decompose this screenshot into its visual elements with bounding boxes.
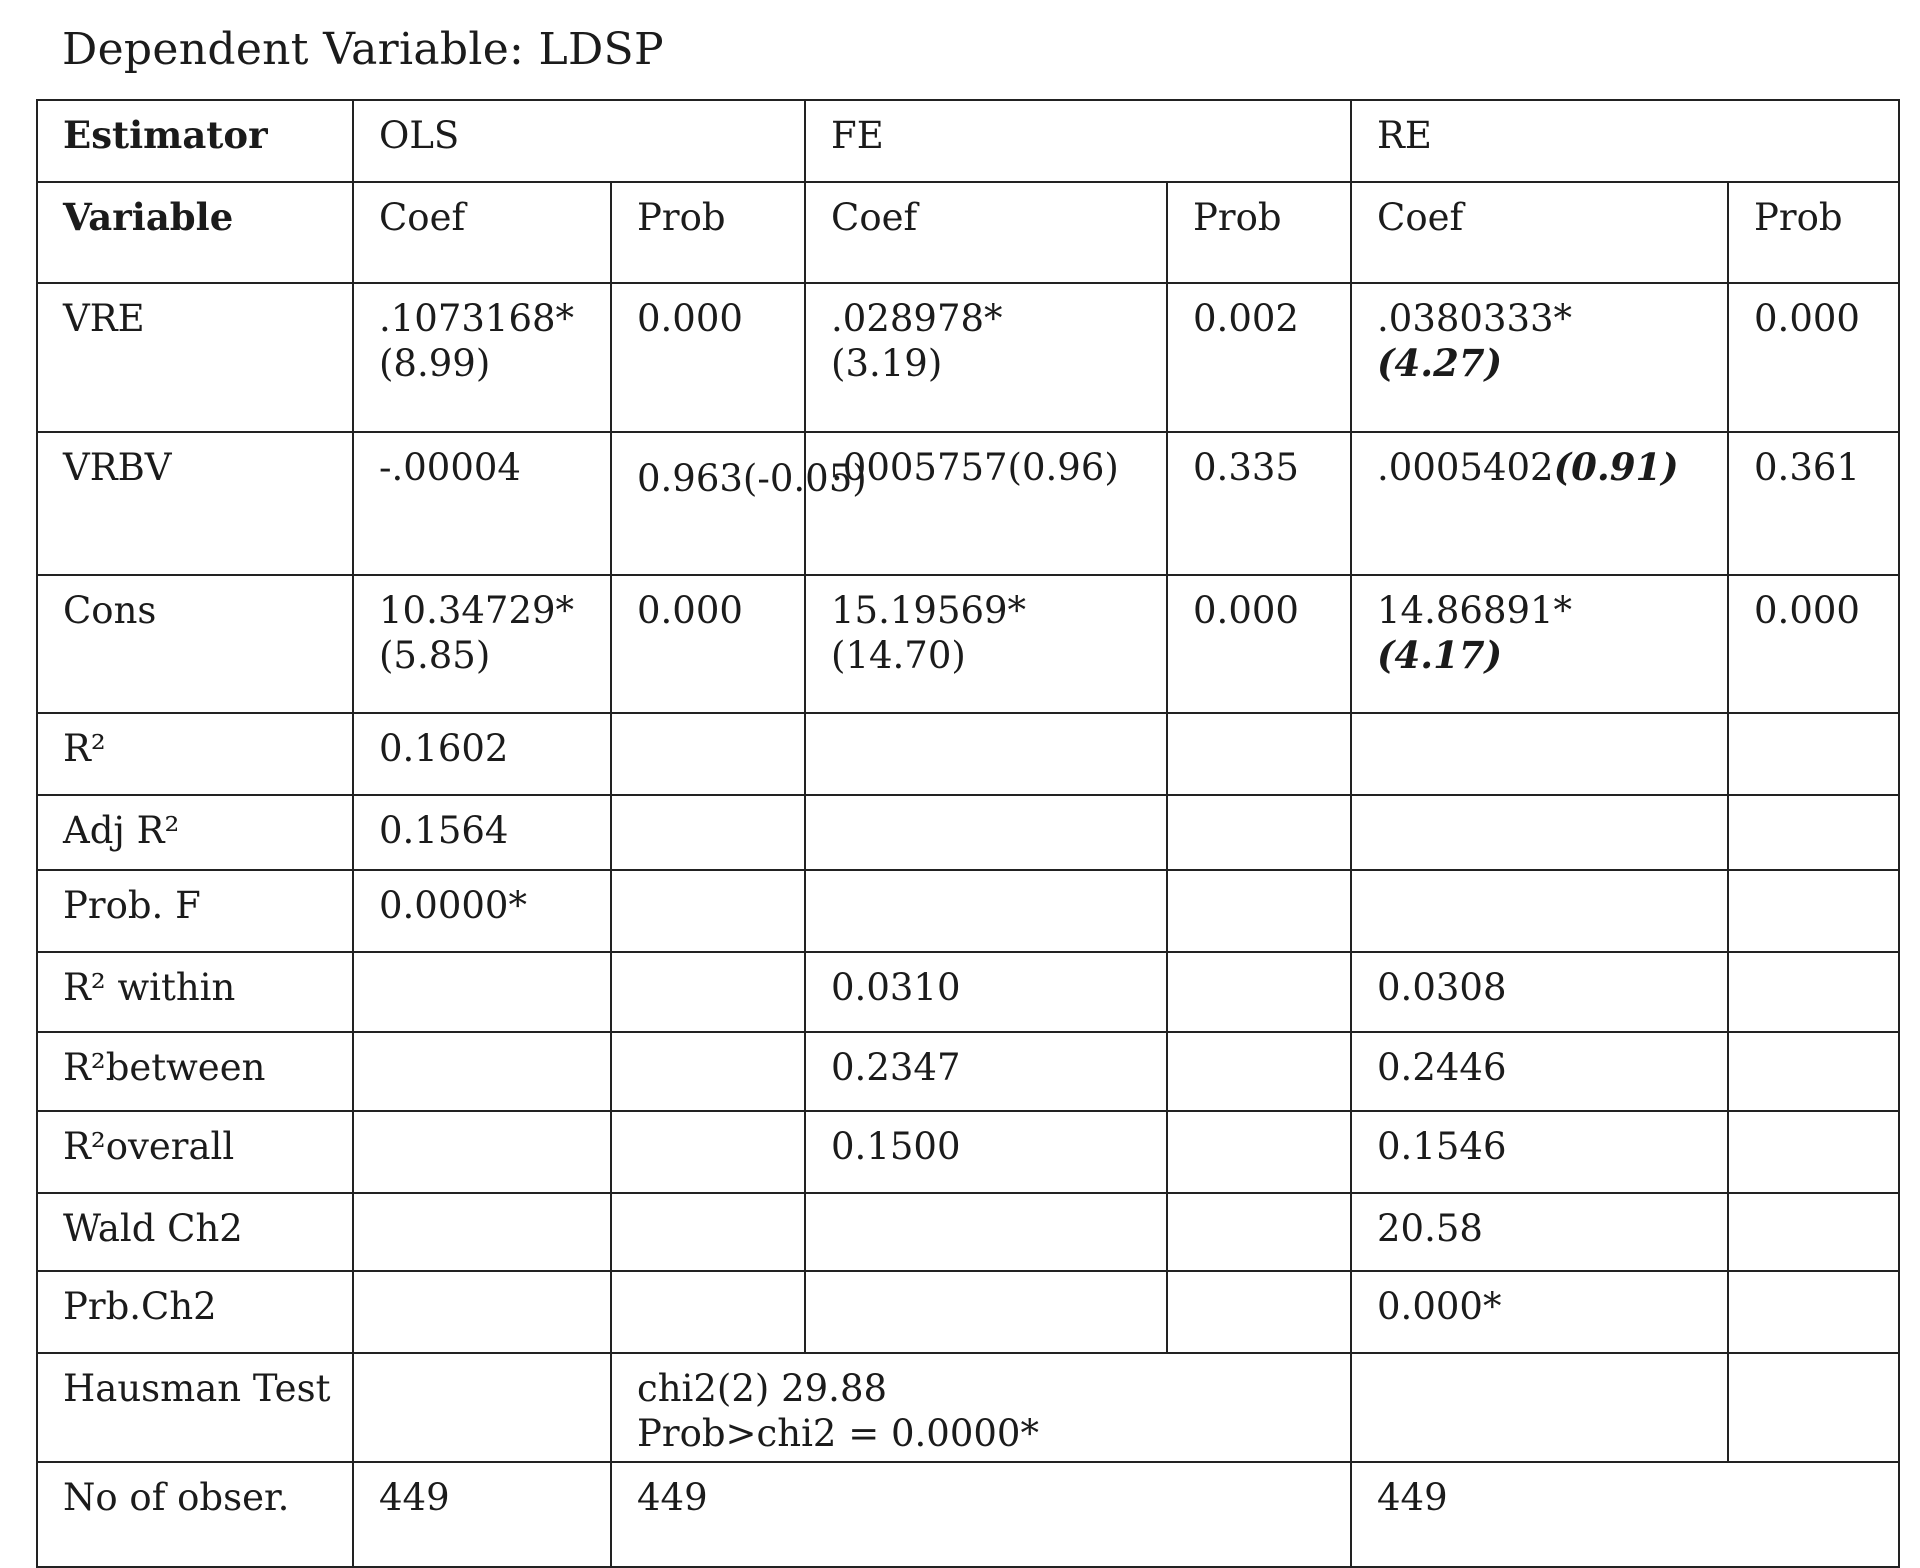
table-row-wald — [37, 1193, 1899, 1271]
coef-value: .0005402 — [1377, 446, 1554, 489]
row-label: Prob. F — [37, 870, 353, 952]
fe-coef-cell: .0005757(0.96) — [805, 432, 1167, 575]
coef-value: .028978* — [831, 297, 1003, 340]
t-stat: (3.19) — [831, 342, 943, 385]
table-row-r2-overall — [37, 1111, 1899, 1193]
t-stat: (8.99) — [379, 342, 491, 385]
ols-prob-cell: 0.963(-0.05) — [611, 432, 805, 575]
t-stat: (4.17) — [1377, 633, 1503, 677]
row-label: Hausman Test — [37, 1353, 353, 1462]
row-label: VRE — [37, 283, 353, 432]
table-row-r2-between — [37, 1032, 1899, 1111]
re-prob-cell: 0.000 — [1728, 283, 1899, 432]
re-value-cell: 0.1546 — [1351, 1111, 1728, 1193]
row-label: R² — [37, 713, 353, 795]
fe-coef-header: Coef — [805, 182, 1167, 283]
re-prob-cell: 0.000 — [1728, 575, 1899, 713]
table-caption: Dependent Variable: LDSP — [62, 24, 664, 75]
re-value-cell: 0.2446 — [1351, 1032, 1728, 1111]
t-stat: (14.70) — [831, 634, 966, 677]
fe-prob-cell: 0.335 — [1167, 432, 1351, 575]
ols-coef-cell — [353, 575, 611, 713]
row-label: Wald Ch2 — [37, 1193, 353, 1271]
re-coef-cell — [1351, 283, 1728, 432]
fe-value-cell: 0.2347 — [805, 1032, 1167, 1111]
hausman-chi2: chi2(2) 29.88 — [637, 1367, 888, 1410]
table-row-nobs — [37, 1462, 1899, 1567]
estimator-header-row — [37, 100, 1899, 182]
fe-prob-header: Prob — [1167, 182, 1351, 283]
table-row-r2-within — [37, 952, 1899, 1032]
table-row-r2 — [37, 713, 1899, 795]
coef-value: 15.19569* — [831, 589, 1027, 632]
row-label: Cons — [37, 575, 353, 713]
re-coef-header: Coef — [1351, 182, 1728, 283]
fe-prob-cell: 0.000 — [1167, 575, 1351, 713]
ols-value-cell: 449 — [353, 1462, 611, 1567]
row-label: R²overall — [37, 1111, 353, 1193]
re-coef-cell — [1351, 575, 1728, 713]
ols-coef-cell — [353, 283, 611, 432]
re-value-cell: 20.58 — [1351, 1193, 1728, 1271]
re-value-cell: 0.000* — [1351, 1271, 1728, 1353]
t-stat: (5.85) — [379, 634, 491, 677]
regression-results-table — [36, 99, 1900, 1568]
coef-value: 14.86891* — [1377, 589, 1573, 632]
coef-value: .0380333* — [1377, 297, 1573, 340]
t-stat: (4.27) — [1377, 341, 1503, 385]
ols-value-cell: 0.0000* — [353, 870, 611, 952]
hausman-prob: Prob>chi2 = 0.0000* — [637, 1412, 1039, 1455]
re-value-cell: 449 — [1351, 1462, 1899, 1567]
coef-value: 10.34729* — [379, 589, 575, 632]
table-row-cons — [37, 575, 1899, 713]
row-label: Prb.Ch2 — [37, 1271, 353, 1353]
t-stat: (0.91) — [1553, 445, 1679, 489]
ols-prob-header: Prob — [611, 182, 805, 283]
estimator-ols: OLS — [353, 100, 805, 182]
row-label: No of obser. — [37, 1462, 353, 1567]
table-row-adj-r2 — [37, 795, 1899, 870]
row-label: R²between — [37, 1032, 353, 1111]
re-prob-cell: 0.361 — [1728, 432, 1899, 575]
variable-label: Variable — [37, 182, 353, 283]
re-coef-cell — [1351, 432, 1728, 575]
ols-coef-header: Coef — [353, 182, 611, 283]
table-row-prob-f — [37, 870, 1899, 952]
variable-header-row — [37, 182, 1899, 283]
estimator-label: Estimator — [37, 100, 353, 182]
table-row-vre — [37, 283, 1899, 432]
table-row-hausman — [37, 1353, 1899, 1462]
estimator-fe: FE — [805, 100, 1351, 182]
ols-coef-cell: -.00004 — [353, 432, 611, 575]
re-prob-header: Prob — [1728, 182, 1899, 283]
fe-coef-cell — [805, 575, 1167, 713]
hausman-value-cell — [611, 1353, 1351, 1462]
ols-prob-cell: 0.000 — [611, 283, 805, 432]
fe-value-cell: 0.1500 — [805, 1111, 1167, 1193]
row-label: VRBV — [37, 432, 353, 575]
fe-value-cell: 449 — [611, 1462, 1351, 1567]
fe-value-cell: 0.0310 — [805, 952, 1167, 1032]
table-row-vrbv — [37, 432, 1899, 575]
coef-value: .1073168* — [379, 297, 575, 340]
fe-prob-cell: 0.002 — [1167, 283, 1351, 432]
row-label: Adj R² — [37, 795, 353, 870]
fe-coef-cell — [805, 283, 1167, 432]
re-value-cell: 0.0308 — [1351, 952, 1728, 1032]
table-row-prb-ch2 — [37, 1271, 1899, 1353]
ols-value-cell: 0.1602 — [353, 713, 611, 795]
estimator-re: RE — [1351, 100, 1899, 182]
row-label: R² within — [37, 952, 353, 1032]
ols-value-cell: 0.1564 — [353, 795, 611, 870]
ols-prob-cell: 0.000 — [611, 575, 805, 713]
